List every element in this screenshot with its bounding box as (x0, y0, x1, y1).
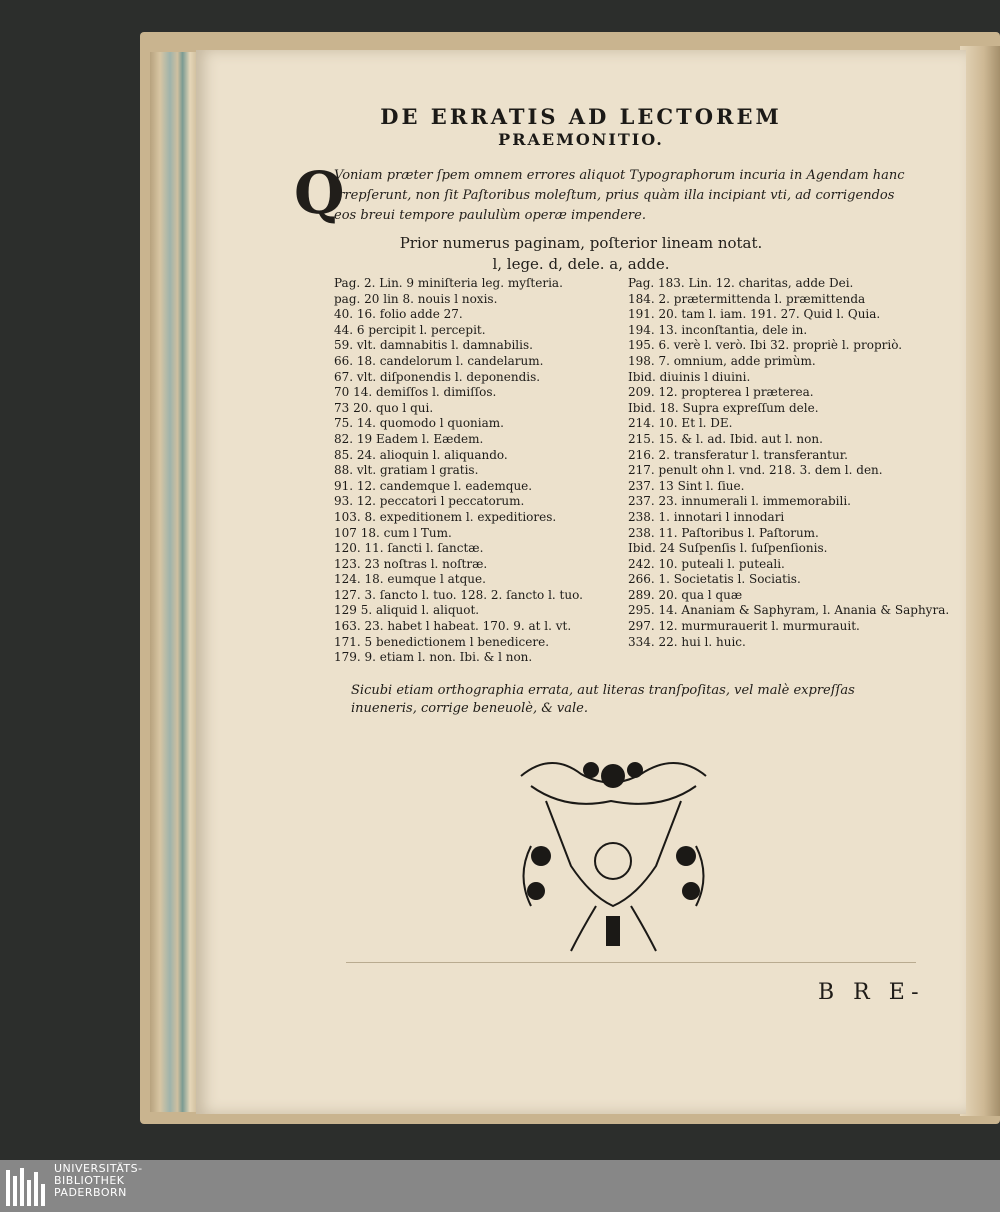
errata-entry: 217. penult ohn l. vnd. 218. 3. dem l. den. (628, 463, 883, 478)
errata-entry: 184. 2. prætermittenda l. præmittenda (628, 291, 866, 306)
errata-entry: 198. 7. omnium, adde primùm. (628, 353, 816, 368)
errata-entry: 120. 11. ſancti l. ſanctæ. (334, 541, 484, 556)
errata-entry: 171. 5 benedictionem l benedicere. (334, 634, 550, 649)
errata-entry: 82. 19 Eadem l. Eædem. (334, 431, 484, 446)
intro-paragraph (294, 159, 914, 227)
errata-entry: Ibid. 24 Suſpenſis l. ſuſpenſionis. (628, 541, 828, 556)
errata-entry: 129 5. aliquid l. aliquot. (334, 603, 480, 618)
errata-entry: 195. 6. verè l. verò. Ibi 32. propriè l. propriò. (628, 338, 903, 353)
errata-entry: 59. vlt. damnabitis l. damnabilis. (334, 338, 533, 353)
errata-entry: 70 14. demiſſos l. dimiſſos. (334, 385, 497, 400)
errata-entry: 297. 12. murmurauerit l. murmurauit. (628, 619, 860, 634)
errata-entry: 215. 15. & l. ad. Ibid. aut l. non. (628, 431, 823, 446)
errata-entry: 163. 23. habet l habeat. 170. 9. at l. vt. (334, 619, 572, 634)
library-footer (0, 1160, 1000, 1212)
errata-entry: 103. 8. expeditionem l. expeditiores. (334, 509, 557, 524)
page-stack (960, 46, 1000, 1116)
errata-left-column (334, 276, 614, 666)
errata-entry: 88. vlt. gratiam l gratis. (334, 463, 479, 478)
errata-entry: 237. 13 Sint l. ſiue. (628, 478, 745, 493)
errata-entry: 66. 18. candelorum l. candelarum. (334, 353, 544, 368)
errata-entry: 124. 18. eumque l atque. (334, 572, 486, 587)
intro-text: Voniam præter ſpem omnem errores aliquot Typographorum incuria in Agendam hanc irrepſerunt, non ſit Paſtoribus moleſtum, prius quàm illa incipiant vti, ad corrigendos eos breui tempore paululùm operæ impendere. (334, 168, 905, 223)
book-page (196, 50, 966, 1114)
errata-entry: 107 18. cum l Tum. (334, 525, 452, 540)
closing-note: Sicubi etiam orthographia errata, aut literas tranſpoſitas, vel malè expreſſas inueneris, corrige beneuolè, & vale. (351, 683, 855, 716)
errata-entry: Pag. 183. Lin. 12. charitas, adde Dei. (628, 276, 854, 290)
errata-entry: pag. 20 lin 8. nouis l noxis. (334, 291, 498, 306)
errata-entry: 237. 23. innumerali l. immemorabili. (628, 494, 851, 509)
page-edges (150, 52, 200, 1112)
errata-right-column (628, 276, 950, 650)
library-line-1: UNIVERSITÄTS- (54, 1162, 143, 1175)
errata-entry: 214. 10. Et l. DE. (628, 416, 733, 431)
errata-entry: 44. 6 percipit l. percepit. (334, 322, 486, 337)
errata-entry: 209. 12. propterea l præterea. (628, 385, 814, 400)
errata-entry: 67. vlt. diſponendis l. deponendis. (334, 369, 541, 384)
page-subtitle: PRAEMONITIO. (498, 130, 664, 149)
divider (346, 962, 916, 963)
errata-entry: 91. 12. candemque l. eademque. (334, 478, 533, 493)
errata-entry: 123. 23 noſtras l. noſtræ. (334, 556, 488, 571)
page-title: DE ERRATIS AD LECTOREM (380, 104, 782, 129)
errata-entry: Pag. 2. Lin. 9 miniſteria leg. myſteria. (334, 276, 563, 290)
errata-entry: 266. 1. Societatis l. Sociatis. (628, 572, 801, 587)
errata-entry: 93. 12. peccatori l peccatorum. (334, 494, 525, 509)
errata-entry: Ibid. diuinis l diuini. (628, 369, 751, 384)
library-line-2: BIBLIOTHEK (54, 1174, 125, 1187)
errata-entry: 334. 22. hui l. huic. (628, 634, 746, 649)
catchword: B R E- (818, 980, 925, 1005)
errata-entry: 242. 10. puteali l. puteali. (628, 556, 785, 571)
errata-entry: 191. 20. tam l. iam. 191. 27. Quid l. Quia. (628, 307, 881, 322)
abbreviation-note: l, lege. d, dele. a, adde. (492, 255, 670, 273)
errata-entry: 127. 3. ſancto l. tuo. 128. 2. ſancto l. tuo. (334, 587, 583, 602)
errata-entry: 40. 16. folio adde 27. (334, 307, 463, 322)
library-line-3: PADERBORN (54, 1186, 127, 1199)
errata-entry: 216. 2. transferatur l. transferantur. (628, 447, 848, 462)
errata-entry: 179. 9. etiam l. non. Ibi. & l non. (334, 650, 533, 665)
errata-entry: 75. 14. quomodo l quoniam. (334, 416, 504, 431)
errata-entry: 238. 11. Paſtoribus l. Paſtorum. (628, 525, 819, 540)
library-logo-icon (4, 1166, 48, 1208)
errata-entry: 73 20. quo l qui. (334, 400, 434, 415)
library-name (54, 1163, 143, 1199)
errata-entry: 194. 13. inconſtantia, dele in. (628, 322, 808, 337)
errata-entry: 85. 24. alioquin l. aliquando. (334, 447, 508, 462)
woodcut-ornament (511, 756, 716, 956)
errata-entry: 238. 1. innotari l innodari (628, 509, 785, 524)
errata-entry: 289. 20. qua l quæ (628, 587, 743, 602)
notation-note: Prior numerus paginam, poſterior lineam notat. (399, 234, 763, 252)
errata-entry: Ibid. 18. Supra expreſſum dele. (628, 400, 819, 415)
drop-cap: Q (294, 159, 345, 227)
errata-entry: 295. 14. Ananiam & Saphyram, l. Anania & Saphyra. (628, 603, 950, 618)
